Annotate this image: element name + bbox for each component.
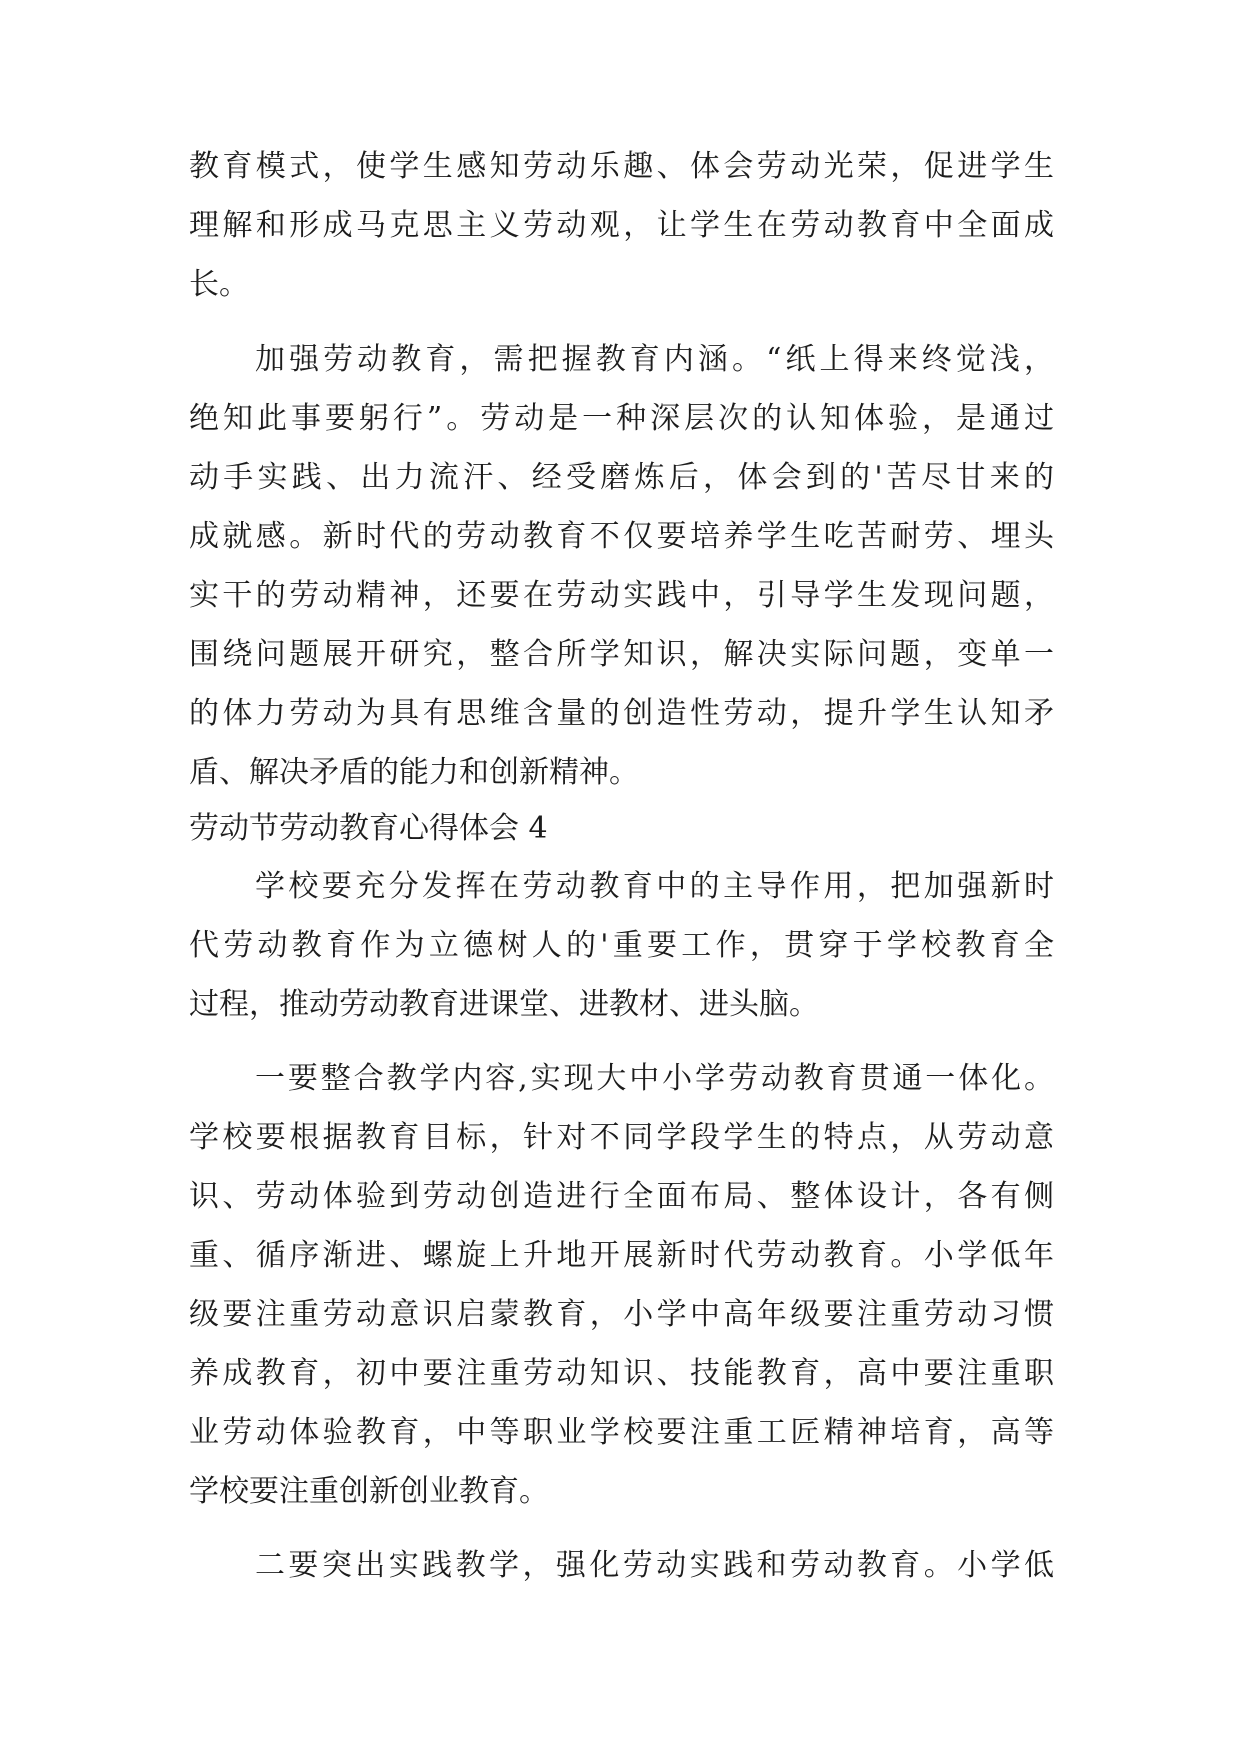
- text-line: 理解和形成马克思主义劳动观，让学生在劳动教育中全面成: [189, 208, 1054, 243]
- text-line: 二要突出实践教学，强化劳动实践和劳动教育。小学低: [255, 1548, 1054, 1583]
- text-line: 养成教育，初中要注重劳动知识、技能教育，高中要注重职: [189, 1356, 1054, 1391]
- section-heading: 劳动节劳动教育心得体会 4: [189, 811, 548, 846]
- text-line: 成就感。新时代的劳动教育不仅要培养学生吃苦耐劳、埋头: [189, 519, 1054, 554]
- text-line: 盾、解决矛盾的能力和创新精神。: [189, 755, 639, 790]
- text-line: 围绕问题展开研究，整合所学知识，解决实际问题，变单一: [189, 637, 1054, 672]
- text-line: 代劳动教育作为立德树人的'重要工作，贯穿于学校教育全: [189, 928, 1054, 963]
- text-line: 长。: [189, 267, 249, 302]
- text-line: 一要整合教学内容,实现大中小学劳动教育贯通一体化。: [255, 1061, 1054, 1096]
- text-line: 教育模式，使学生感知劳动乐趣、体会劳动光荣，促进学生: [189, 149, 1054, 184]
- text-line: 业劳动体验教育，中等职业学校要注重工匠精神培育，高等: [189, 1415, 1054, 1450]
- text-line: 过程，推动劳动教育进课堂、进教材、进头脑。: [189, 987, 819, 1022]
- text-line: 的体力劳动为具有思维含量的创造性劳动，提升学生认知矛: [189, 696, 1054, 731]
- text-line: 加强劳动教育，需把握教育内涵。“纸上得来终觉浅，: [255, 342, 1054, 377]
- text-line: 级要注重劳动意识启蒙教育，小学中高年级要注重劳动习惯: [189, 1297, 1054, 1332]
- text-line: 学校要根据教育目标，针对不同学段学生的特点，从劳动意: [189, 1120, 1054, 1155]
- text-line: 动手实践、出力流汗、经受磨炼后，体会到的'苦尽甘来的: [189, 460, 1054, 495]
- text-line: 重、循序渐进、螺旋上升地开展新时代劳动教育。小学低年: [189, 1238, 1054, 1273]
- text-line: 识、劳动体验到劳动创造进行全面布局、整体设计，各有侧: [189, 1179, 1054, 1214]
- text-line: 学校要充分发挥在劳动教育中的主导作用，把加强新时: [255, 869, 1054, 904]
- text-line: 实干的劳动精神，还要在劳动实践中，引导学生发现问题，: [189, 578, 1054, 613]
- text-line: 绝知此事要躬行”。劳动是一种深层次的认知体验，是通过: [189, 401, 1054, 436]
- text-line: 学校要注重创新创业教育。: [189, 1474, 549, 1509]
